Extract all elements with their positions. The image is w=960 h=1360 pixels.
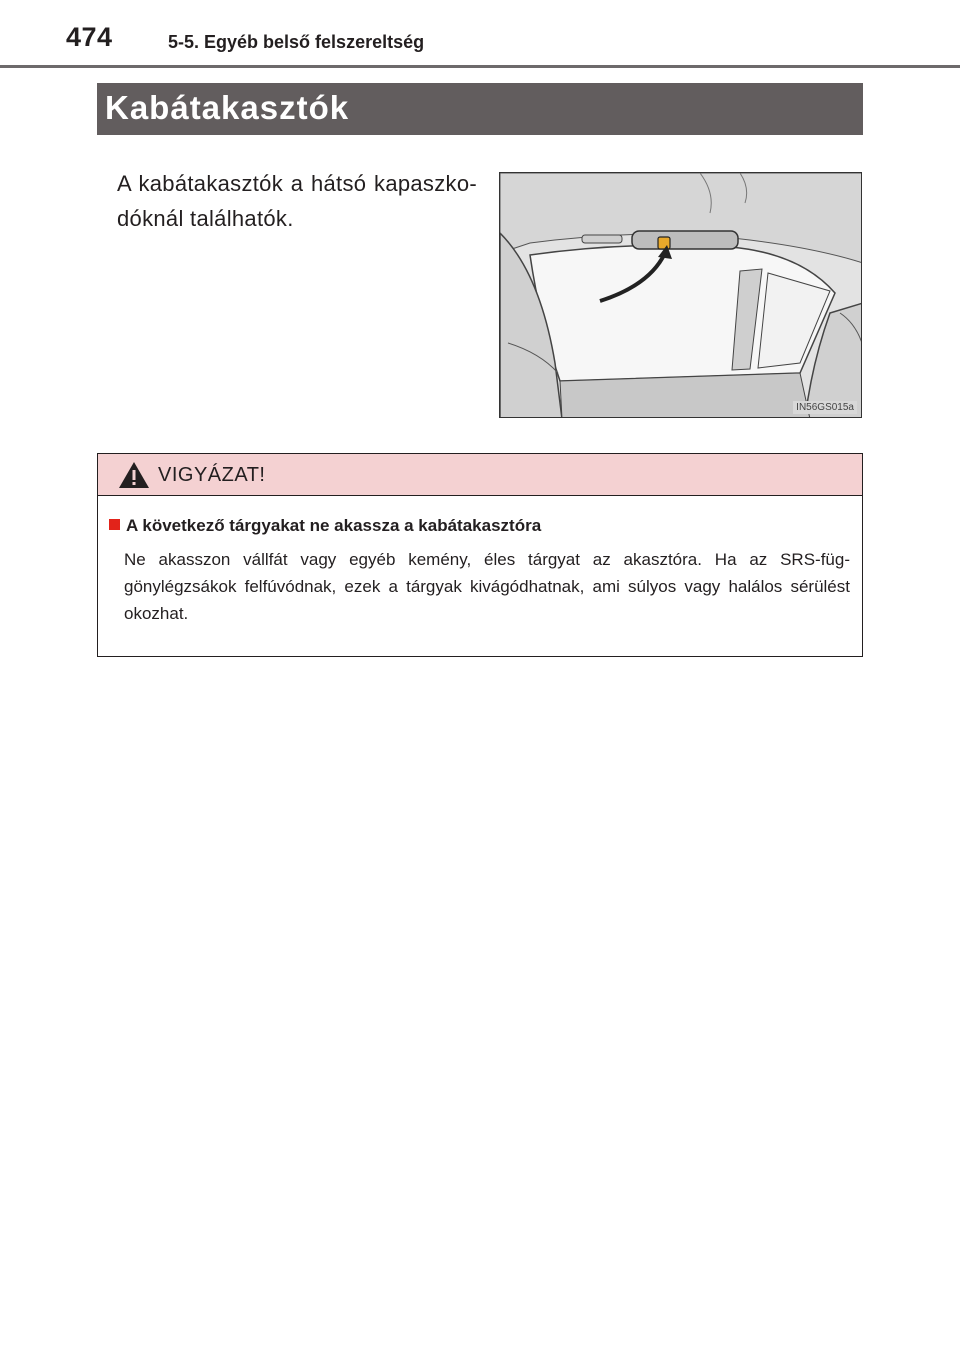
caution-box: [97, 453, 863, 657]
section-label: 5-5. Egyéb belső felszereltség: [168, 32, 425, 52]
caution-item-title-row: [109, 516, 541, 536]
caution-item-title: A következő tárgyakat ne akassza a kabátakasztóra: [126, 516, 542, 535]
page-header: [0, 0, 960, 68]
title-bar: [97, 83, 863, 135]
caution-body: Ne akasszon vállfát vagy egyéb kemény, éles tárgyat az akasztóra. Ha az SRS-füg-gönylégzsákok felfúvódnak, ezek a tárgyak kivágódhatnak, ami súlyos vagy halálos sérülést okozhat.: [124, 550, 850, 623]
coat-hook-illustration: [499, 172, 862, 418]
figure-code: IN56GS015a: [793, 401, 857, 414]
caution-heading: VIGYÁZAT!: [158, 464, 266, 486]
page-number: 474: [66, 22, 113, 52]
caution-header: [98, 454, 862, 496]
warning-icon: [118, 461, 150, 489]
car-interior-drawing: [500, 173, 862, 418]
red-square-bullet-icon: [109, 519, 120, 530]
page-title: Kabátakasztók: [105, 89, 350, 126]
intro-text: A kabátakasztók a hátsó kapaszko-dóknál találhatók.: [117, 171, 477, 231]
